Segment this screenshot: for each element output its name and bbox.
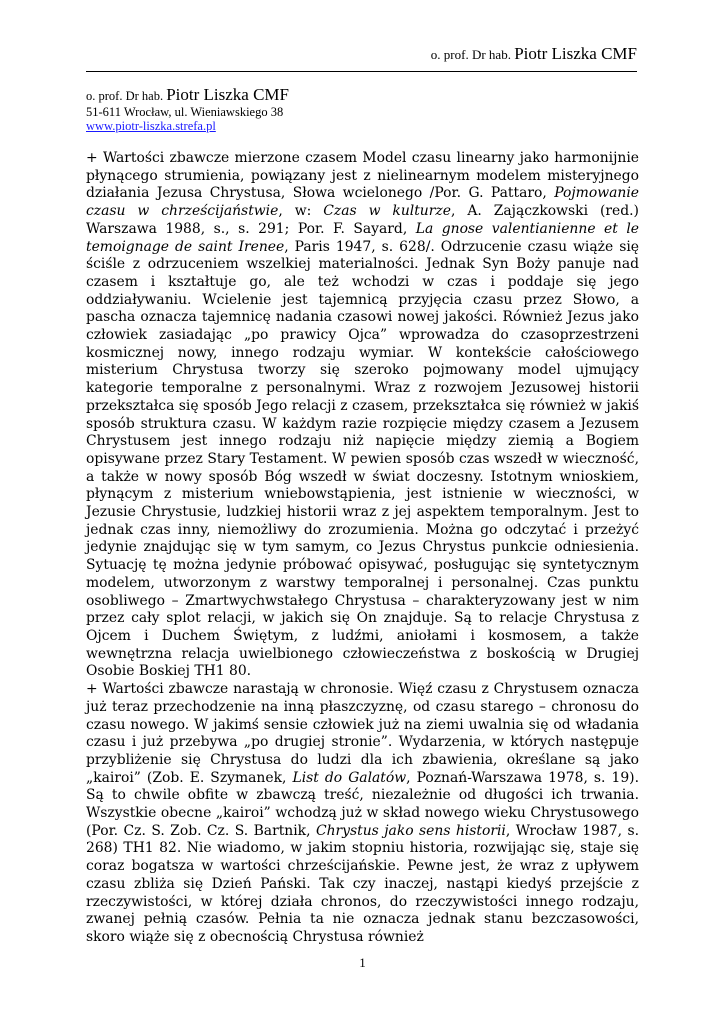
italic-title: Pojmowanie czasu w chrześcijaństwie: [86, 185, 639, 220]
text-run: , Poznań-Warszawa 1978, s. 19). Są to chwile obfite w zbawczą treść, niezależnie od długości ich trwania. Wszystkie obecne „kairoi” wchodzą już w skład nowego wieku Chrystusowego (Por. Cz. S. Zob. Cz. S. Bartnik,: [86, 769, 639, 839]
header-prefix: o. prof. Dr hab.: [430, 47, 511, 62]
italic-title: Chrystus jako sens historii: [315, 822, 506, 839]
author-name: Piotr Liszka CMF: [166, 85, 289, 104]
text-run: , Paris 1947, s. 628/. Odrzucenie czasu wiąże się ściśle z odrzuceniem wszelkiej materialności. Jednak Syn Boży panuje nad czasem i kształtuje go, ale też wchodzi w czas i poddaje się jego oddziaływaniu. Wcielenie jest tajemnicą przyjęcia czasu przez Słowo, a pascha oznacza tajemnicę nadania czasowi nowej jakości. Również Jezus jako człowiek zasiadając „po prawicy Ojca” wprowadza do czasoprzestrzeni kosmicznej nowy, innego rodzaju wymiar. W kontekście całościowego misterium Chrystusa tworzy się szeroko pojmowany model ujmujący kategorie temporalne z personalnymi. Wraz z rozwojem Jezusowej historii przekształca się sposób Jego relacji z czasem, przekształca się również w jakiś sposób struktura czasu. W każdym razie rozpięcie między czasem a Jezusem Chrystusem jest innego rodzaju niż napięcie między ziemią a Bogiem opisywane przez Stary Testament. W pewien sposób czas wszedł w wieczność, a także w nowy sposób Bóg wszedł w świat doczesny. Istotnym wnioskiem, płynącym z misterium wniebowstąpienia, jest istnienie w wieczności, w Jezusie Chrystusie, ludzkiej historii wraz z jej aspektem temporalnym. Jest to jednak czas inny, niemożliwy do zrozumienia. Można go odczytać i przeżyć jedynie znajdując się w tym samym, co Jezus Chrystus punkcie odniesienia. Sytuację tę można jedynie próbować opisywać, posługując się syntetycznym modelem, utworzonym z warstwy temporalnej i personalnej. Czas punktu osobliwego – Zmartwychwstałego Chrystusa – charakteryzowany jest w nim przez cały splot relacji, w jakich się On znajduje. Są to relacje Chrystusa z Ojcem i Duchem Świętym, z ludźmi, aniołami i kosmosem, a także wewnętrzna relacja uwielbionego człowieczeństwa z boskością w Drugiej Osobie Boskiej TH1 80.: [86, 238, 639, 680]
author-address: 51-611 Wrocław, ul. Wieniawskiego 38: [86, 105, 284, 119]
italic-title: List do Galatów: [292, 769, 407, 786]
body-text: [86, 150, 639, 947]
body-paragraph: [86, 150, 639, 681]
text-run: , Wrocław 1987, s. 268) TH1 82. Nie wiadomo, w jakim stopniu historia, rozwijając się, staje się coraz bogatsza w wartości chrześcijańskie. Pewne jest, że wraz z upływem czasu zbliża się Dzień Pański. Tak czy inaczej, nastąpi kiedyś przejście z rzeczywistości, w której działa chronos, do rzeczywistości innego rodzaju, zwanej pełnią czasów. Pełnia ta nie oznacza jednak stanu bezczasowości, skoro wiąże się z obecnością Chrystusa również: [86, 822, 639, 945]
website-link[interactable]: www.piotr-liszka.strefa.pl: [86, 119, 216, 133]
header-rule: [86, 71, 637, 72]
page-number: 1: [359, 955, 366, 970]
running-header: [431, 44, 637, 64]
text-run: , w:: [278, 203, 324, 220]
italic-title: La gnose valentianienne et le temoignage de saint Irenee: [86, 220, 639, 255]
text-run: + Wartości zbawcze narastają w chronosie. Więź czasu z Chrystusem oznacza już teraz przechodzenie na inną płaszczyznę, od czasu starego – chronosu do czasu nowego. W jakimś sensie człowiek już na ziemi uwalnia się od władania czasu i już przebywa „po drugiej stronie”. Wydarzenia, w których następuje przybliżenie się Chrystusa do ludzi dla ich zbawienia, określane są jako „kairoi” (Zob. E. Szymanek,: [86, 681, 639, 786]
text-run: , A. Zajączkowski (red.) Warszawa 1988, s., s. 291; Por. F. Sayard,: [86, 203, 639, 237]
author-block: [86, 86, 289, 134]
author-line: [86, 86, 289, 105]
italic-title: Czas w kulturze: [323, 203, 451, 220]
header-author-name: Piotr Liszka CMF: [514, 44, 637, 63]
author-prefix: o. prof. Dr hab.: [86, 89, 164, 103]
body-paragraph: [86, 681, 639, 947]
text-run: + Wartości zbawcze mierzone czasem Model czasu linearny jako harmonijnie płynącego strumienia, powiązany jest z nielinearnym modelem misteryjnego działania Jezusa Chrystusa, Słowa wcielonego /Por. G. Pattaro,: [86, 150, 639, 202]
